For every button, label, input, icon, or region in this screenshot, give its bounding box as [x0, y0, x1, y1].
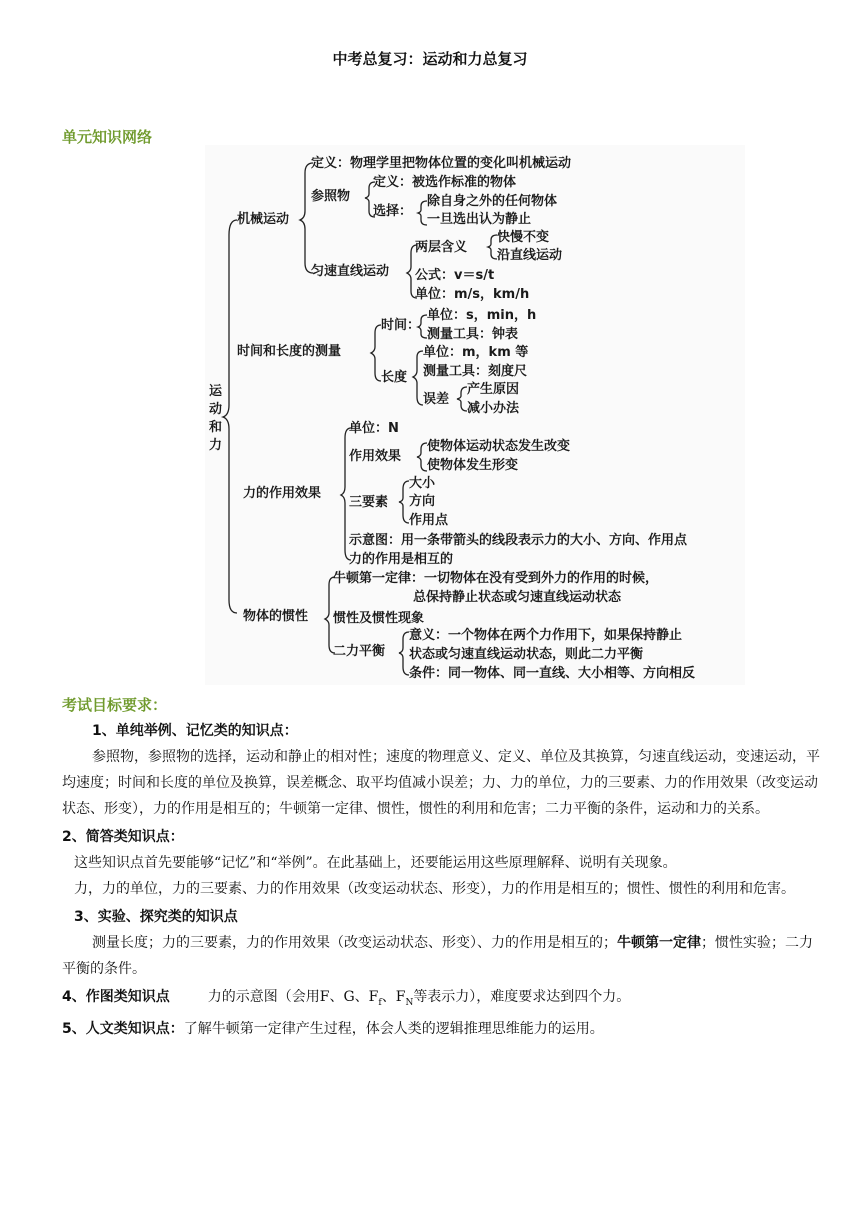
b3-effect-brace	[417, 443, 427, 471]
root-char-1: 运	[209, 384, 223, 399]
b3-mutual: 力的作用是相互的	[349, 552, 454, 567]
b1-two-1: 快慢不变	[497, 230, 550, 245]
req4-text-b: 、F	[381, 989, 406, 1005]
b1-ref-choose: 选择：	[373, 204, 413, 219]
branch-mechanical-motion: 机械运动	[237, 212, 290, 227]
b3-effect: 作用效果	[349, 449, 402, 464]
req3-text	[62, 930, 822, 982]
section-heading-knowledge-network: 单元知识网络	[62, 128, 153, 146]
branch-force-effect: 力的作用效果	[243, 486, 322, 501]
b4-balance-3: 条件：同一物体、同一直线、大小相等、方向相反	[409, 666, 696, 681]
branch-inertia: 物体的惯性	[243, 609, 309, 624]
section-heading-exam-goals: 考试目标要求：	[62, 696, 168, 714]
b3-three-elements: 三要素	[349, 495, 389, 510]
req5-text: 了解牛顿第一定律产生过程，体会人类的逻辑推理思维能力的运用。	[183, 1020, 604, 1037]
b4-balance-2: 状态或匀速直线运动状态，则此二力平衡	[409, 647, 644, 662]
b1-choose-brace	[418, 201, 427, 225]
b4-inertia-phenomena: 惯性及惯性现象	[333, 611, 425, 626]
b2-time-1: 单位：s，min，h	[427, 308, 537, 323]
b3-diagram-def: 示意图：用一条带箭头的线段表示力的大小、方向、作用点	[349, 533, 688, 548]
branch-time-length: 时间和长度的测量	[237, 344, 342, 359]
req3-text-b: 牛顿第一定律	[617, 935, 701, 951]
b2-length-1: 单位：m，km 等	[423, 345, 529, 360]
root-char-3: 和	[209, 420, 223, 435]
b4-newton-2: 总保持静止状态或匀速直线运动状态	[413, 590, 622, 605]
req4-sub-n: N	[405, 997, 414, 1008]
b1-ref-definition: 定义：被选作标准的物体	[373, 175, 517, 190]
b2-length-2: 测量工具：刻度尺	[423, 364, 528, 379]
req2-title: 2、简答类知识点：	[62, 829, 184, 845]
b3-effect-2: 使物体发生形变	[427, 458, 519, 473]
b2-error-2: 减小办法	[467, 401, 520, 416]
b4-newton: 牛顿第一定律：一切物体在没有受到外力的作用的时候，	[333, 571, 659, 586]
req3-text-c: ；惯性实验；二力平衡的条件。	[62, 935, 813, 977]
b2-error: 误差	[423, 392, 450, 407]
exam-goals-body	[62, 718, 822, 1042]
b1-choose-2: 一旦选出认为静止	[427, 212, 532, 227]
req4-line	[62, 984, 822, 1016]
b1-brace	[300, 163, 313, 273]
b1-two-meanings: 两层含义	[415, 240, 468, 255]
b1-uniform-motion: 匀速直线运动	[311, 264, 390, 279]
page-title: 中考总复习：运动和力总复习	[332, 50, 528, 68]
b4-balance-1: 意义：一个物体在两个力作用下，如果保持静止	[409, 628, 683, 643]
b2-time-2: 测量工具：钟表	[427, 327, 519, 342]
b2-length-brace	[413, 351, 423, 405]
b3-three-1: 大小	[409, 476, 436, 491]
req4-text-a: 力的示意图（会用F、G、F	[207, 989, 379, 1005]
b1-unit: 单位：m/s，km/h	[415, 287, 530, 302]
root-char-2: 动	[209, 402, 223, 417]
req4-text-c: 等表示力），难度要求达到四个力。	[413, 989, 631, 1005]
req4-sub-f: f	[378, 997, 382, 1008]
req1-title: 1、单纯举例、记忆类的知识点：	[92, 723, 298, 739]
root-brace	[223, 220, 237, 613]
req5-line	[62, 1016, 822, 1042]
req2-text1: 这些知识点首先要能够“记忆”和“举例”。在此基础上，还要能运用这些原理解释、说明有关现象。	[74, 855, 677, 871]
knowledge-network-diagram	[205, 145, 745, 685]
b3-three-2: 方向	[409, 494, 436, 509]
b1-choose-1: 除自身之外的任何物体	[427, 194, 558, 209]
b4-balance-brace	[399, 632, 409, 675]
req5-title: 5、人文类知识点：	[62, 1020, 184, 1037]
b3-three-brace	[399, 481, 409, 523]
b3-effect-1: 使物体运动状态发生改变	[427, 439, 571, 454]
req1-text: 参照物，参照物的选择，运动和静止的相对性；速度的物理意义、定义、单位及其换算，匀速直线运动，变速运动，平均速度；时间和长度的单位及换算，误差概念、取平均值减小误差；力、力的单位，力的三要素、力的作用效果（改变运动状态、形变），力的作用是相互的；牛顿第一定律、惯性，惯性的利用和危害；二力平衡的条件，运动和力的关系。	[62, 749, 820, 817]
b2-error-brace	[457, 387, 467, 411]
b3-three-3: 作用点	[409, 513, 449, 528]
b4-balance: 二力平衡	[333, 644, 386, 659]
b3-unit: 单位：N	[349, 421, 399, 436]
concept-tree	[205, 145, 745, 685]
b1-definition: 定义：物理学里把物体位置的变化叫机械运动	[311, 156, 572, 171]
b2-brace	[371, 325, 381, 381]
req4-title: 4、作图类知识点	[62, 989, 170, 1005]
b1-two-2: 沿直线运动	[497, 248, 563, 263]
b2-length: 长度	[381, 370, 408, 385]
root-char-4: 力	[209, 438, 223, 453]
req3-title: 3、实验、探究类的知识点	[74, 909, 238, 925]
req2-text2: 力，力的单位，力的三要素、力的作用效果（改变运动状态、形变），力的作用是相互的；惯性、惯性的利用和危害。	[74, 881, 795, 897]
b2-time: 时间：	[381, 318, 421, 333]
b2-error-1: 产生原因	[467, 382, 520, 397]
b1-reference: 参照物	[311, 189, 351, 204]
b1-two-brace	[488, 235, 497, 259]
b1-formula: 公式：v＝s/t	[415, 268, 495, 283]
req3-text-a: 测量长度；力的三要素，力的作用效果（改变运动状态、形变）、力的作用是相互的；	[92, 935, 617, 951]
